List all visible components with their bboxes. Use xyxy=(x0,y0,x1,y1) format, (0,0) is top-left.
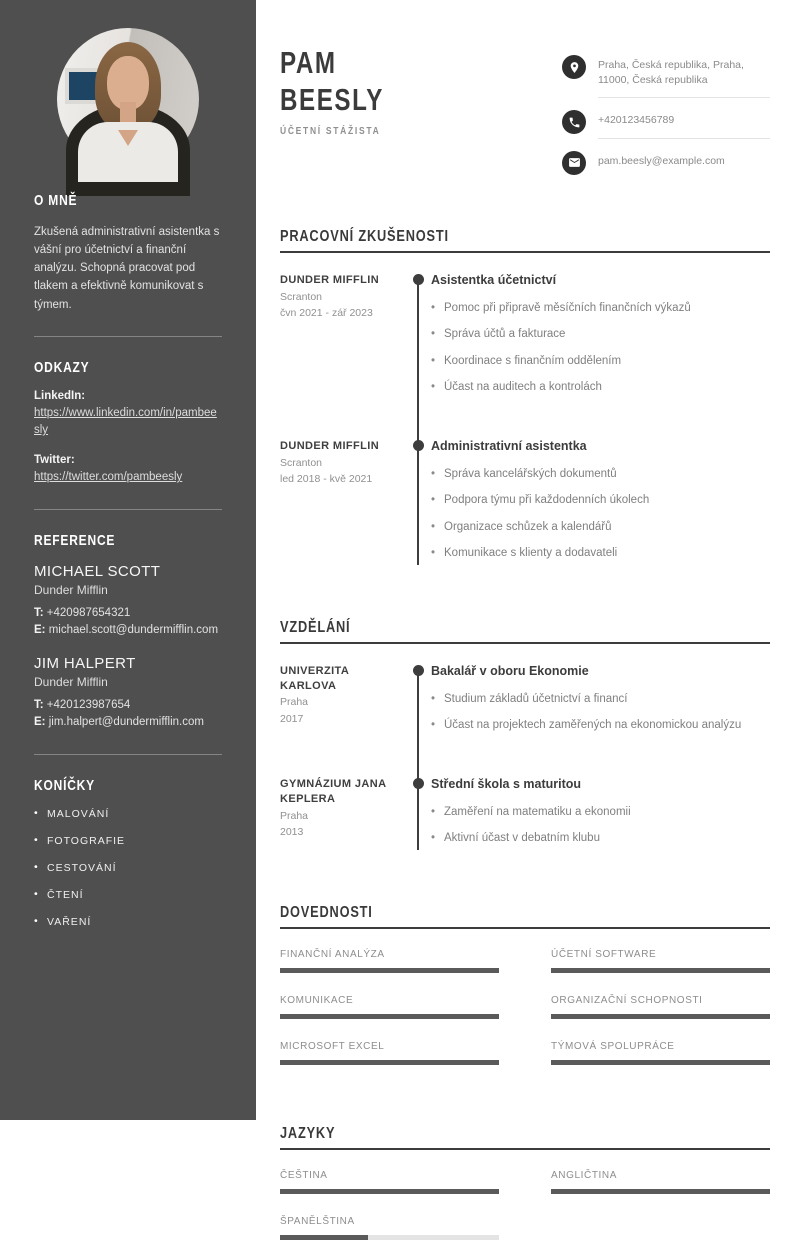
twitter-link[interactable]: https://twitter.com/pambeesly xyxy=(34,471,183,484)
sidebar-divider xyxy=(34,336,222,337)
languages-heading-text: JAZYKY xyxy=(280,1124,336,1142)
envelope-icon xyxy=(562,151,586,175)
languages-grid xyxy=(280,1170,770,1240)
email-label: E: xyxy=(34,623,46,636)
entry-meta xyxy=(280,777,418,858)
contact-email: pam.beesly@example.com xyxy=(598,154,725,167)
profile-photo xyxy=(57,28,199,170)
job-title-text: ÚČETNÍ STÁŽISTA xyxy=(280,126,381,137)
entry-meta xyxy=(280,664,418,745)
sidebar xyxy=(0,0,256,1120)
bullet-item: • Organizace schůzek a kalendářů xyxy=(431,520,770,536)
twitter-label: Twitter: xyxy=(34,454,75,467)
skill-bar-fill xyxy=(551,1014,770,1019)
reference-email-row xyxy=(34,622,222,639)
experience-heading xyxy=(280,228,770,246)
section-rule xyxy=(280,642,770,644)
link-item-twitter xyxy=(34,454,222,486)
skill-bar xyxy=(551,1060,770,1065)
reference-card xyxy=(34,563,222,640)
experience-section xyxy=(280,228,770,573)
skill-bar xyxy=(280,1014,499,1019)
reference-phone: +420987654321 xyxy=(46,606,131,619)
about-section xyxy=(34,192,222,314)
reference-phone: +420123987654 xyxy=(46,699,131,712)
linkedin-link[interactable]: https://www.linkedin.com/in/pambeesly xyxy=(34,406,217,437)
timeline-line xyxy=(417,282,419,565)
reference-phone-row xyxy=(34,697,222,714)
contact-row-phone xyxy=(562,105,770,145)
company-location: Scranton xyxy=(280,290,323,303)
entry-year: 2017 xyxy=(280,713,304,726)
timeline-line xyxy=(417,673,419,850)
reference-name: MICHAEL SCOTT xyxy=(34,562,161,580)
skill-item xyxy=(280,949,499,973)
skill-label: ORGANIZAČNÍ SCHOPNOSTI xyxy=(551,994,703,1006)
skill-item xyxy=(551,949,770,973)
language-bar xyxy=(280,1235,499,1240)
contact-row-email xyxy=(562,146,770,182)
links-heading xyxy=(34,359,222,376)
skills-heading-text: DOVEDNOSTI xyxy=(280,903,373,921)
phone-label: T: xyxy=(34,699,44,712)
company-name: DUNDER MIFFLIN xyxy=(280,273,380,286)
language-bar xyxy=(551,1189,770,1194)
skills-grid xyxy=(280,949,770,1065)
role-title: Asistentka účetnictví xyxy=(431,273,770,288)
location-pin-icon xyxy=(562,55,586,79)
skill-bar xyxy=(280,968,499,973)
about-heading-text: O MNĚ xyxy=(34,192,78,209)
language-bar xyxy=(280,1189,499,1194)
degree-bullets xyxy=(431,692,770,734)
education-entry xyxy=(280,777,770,858)
skill-item xyxy=(551,1041,770,1065)
hobby-item: • MALOVÁNÍ xyxy=(34,808,222,820)
photo-neck xyxy=(120,102,136,124)
entry-details xyxy=(418,439,770,573)
skills-heading xyxy=(280,904,770,922)
sidebar-divider xyxy=(34,509,222,510)
reference-name: JIM HALPERT xyxy=(34,655,136,673)
entry-meta xyxy=(280,273,418,407)
experience-timeline xyxy=(280,273,770,573)
sidebar-divider xyxy=(34,754,222,755)
skills-section xyxy=(280,904,770,1065)
reference-email-row xyxy=(34,714,222,731)
links-section xyxy=(34,359,222,487)
school-name: GYMNÁZIUM JANA KEPLERA xyxy=(280,777,387,805)
skill-bar xyxy=(551,1014,770,1019)
degree-title: Střední škola s maturitou xyxy=(431,777,770,792)
languages-heading xyxy=(280,1125,770,1143)
reference-email: michael.scott@dundermifflin.com xyxy=(48,623,219,636)
language-label: ANGLIČTINA xyxy=(551,1169,618,1181)
entry-details xyxy=(418,777,770,858)
language-bar-fill xyxy=(280,1235,368,1240)
section-rule xyxy=(280,927,770,929)
links-heading-text: ODKAZY xyxy=(34,358,90,376)
entry-details xyxy=(418,273,770,407)
hobby-item: • ČTENÍ xyxy=(34,889,222,901)
skill-bar-fill xyxy=(280,1014,499,1019)
bullet-item: • Zaměření na matematiku a ekonomii xyxy=(431,805,770,821)
photo-vneck xyxy=(118,130,138,146)
language-bar-fill xyxy=(280,1189,499,1194)
entry-year: 2013 xyxy=(280,826,304,839)
skill-bar-fill xyxy=(551,968,770,973)
skill-label: MICROSOFT EXCEL xyxy=(280,1040,385,1052)
language-item xyxy=(280,1216,499,1240)
bullet-item: • Účast na auditech a kontrolách xyxy=(431,380,770,396)
skill-item xyxy=(280,1041,499,1065)
bullet-item: • Koordinace s finančním oddělením xyxy=(431,354,770,370)
skill-bar xyxy=(551,968,770,973)
contact-address: Praha, Česká republika, Praha, 11000, Česká republika xyxy=(598,55,770,98)
language-bar-fill xyxy=(551,1189,770,1194)
role-bullets xyxy=(431,467,770,562)
language-label: ČEŠTINA xyxy=(280,1169,328,1181)
school-location: Praha xyxy=(280,809,309,822)
link-item-linkedin xyxy=(34,390,222,440)
bullet-item: • Studium základů účetnictví a financí xyxy=(431,692,770,708)
degree-bullets xyxy=(431,805,770,847)
education-section xyxy=(280,619,770,858)
skill-item xyxy=(280,995,499,1019)
skill-label: TÝMOVÁ SPOLUPRÁCE xyxy=(551,1040,675,1052)
hobby-item: • VAŘENÍ xyxy=(34,916,222,928)
bullet-item: • Aktivní účast v debatním klubu xyxy=(431,831,770,847)
bullet-item: • Komunikace s klienty a dodavateli xyxy=(431,546,770,562)
about-text: Zkušená administrativní asistentka s vášní pro účetnictví a finanční analýzu. Schopná pracovat pod tlakem a efektivně komunikovat s týmem. xyxy=(34,226,220,311)
education-heading xyxy=(280,619,770,637)
references-section xyxy=(34,532,222,732)
entry-dates: led 2018 - kvě 2021 xyxy=(280,473,373,486)
phone-label: T: xyxy=(34,606,44,619)
reference-card xyxy=(34,655,222,732)
experience-entry xyxy=(280,439,770,573)
hobbies-section xyxy=(34,777,222,928)
degree-title: Bakalář v oboru Ekonomie xyxy=(431,664,770,679)
section-rule xyxy=(280,1148,770,1150)
references-heading xyxy=(34,532,222,549)
bullet-item: • Správa kancelářských dokumentů xyxy=(431,467,770,483)
entry-meta xyxy=(280,439,418,573)
reference-phone-row xyxy=(34,605,222,622)
phone-icon xyxy=(562,110,586,134)
language-item xyxy=(551,1170,770,1194)
school-location: Praha xyxy=(280,696,309,709)
entry-details xyxy=(418,664,770,745)
header xyxy=(280,44,770,182)
bullet-item: • Podpora týmu při každodenních úkolech xyxy=(431,493,770,509)
contact-row-address xyxy=(562,50,770,105)
references-heading-text: REFERENCE xyxy=(34,531,116,549)
email-label: E: xyxy=(34,716,46,729)
name-block xyxy=(280,44,413,137)
reference-email: jim.halpert@dundermifflin.com xyxy=(48,716,204,729)
skill-bar-fill xyxy=(280,968,499,973)
bullet-item: • Pomoc při připravě měsíčních finančních výkazů xyxy=(431,301,770,317)
skill-bar-fill xyxy=(280,1060,499,1065)
school-name: UNIVERZITA KARLOVA xyxy=(280,664,349,692)
languages-section xyxy=(280,1125,770,1240)
language-label: ŠPANĚLŠTINA xyxy=(280,1215,355,1227)
reference-company: Dunder Mifflin xyxy=(34,582,108,597)
experience-entry xyxy=(280,273,770,407)
education-entry xyxy=(280,664,770,745)
job-title xyxy=(280,126,413,137)
skill-item xyxy=(551,995,770,1019)
contact-block xyxy=(562,50,770,182)
last-name: BEESLY xyxy=(280,82,384,117)
bullet-item: • Účast na projektech zaměřených na ekonomickou analýzu xyxy=(431,718,770,734)
skill-label: ÚČETNÍ SOFTWARE xyxy=(551,948,657,960)
hobbies-heading-text: KONÍČKY xyxy=(34,776,95,794)
company-name: DUNDER MIFFLIN xyxy=(280,439,380,452)
entry-dates: čvn 2021 - zář 2023 xyxy=(280,307,373,320)
role-title: Administrativní asistentka xyxy=(431,439,770,454)
role-bullets xyxy=(431,301,770,396)
skill-bar-fill xyxy=(551,1060,770,1065)
hobbies-heading xyxy=(34,777,222,794)
company-location: Scranton xyxy=(280,456,323,469)
contact-phone: +420123456789 xyxy=(598,110,770,138)
hobby-list xyxy=(34,808,222,928)
bullet-item: • Správa účtů a fakturace xyxy=(431,327,770,343)
hobby-item: • FOTOGRAFIE xyxy=(34,835,222,847)
skill-bar xyxy=(280,1060,499,1065)
linkedin-label: LinkedIn: xyxy=(34,389,86,402)
education-timeline xyxy=(280,664,770,858)
person-name xyxy=(280,44,413,118)
main-content xyxy=(256,0,794,1227)
skill-label: KOMUNIKACE xyxy=(280,994,354,1006)
section-rule xyxy=(280,251,770,253)
reference-company: Dunder Mifflin xyxy=(34,675,108,690)
education-heading-text: VZDĚLÁNÍ xyxy=(280,618,351,636)
language-item xyxy=(280,1170,499,1194)
experience-heading-text: PRACOVNÍ ZKUŠENOSTI xyxy=(280,227,449,245)
skill-label: FINANČNÍ ANALÝZA xyxy=(280,948,385,960)
hobby-item: • CESTOVÁNÍ xyxy=(34,862,222,874)
first-name: PAM xyxy=(280,45,337,80)
